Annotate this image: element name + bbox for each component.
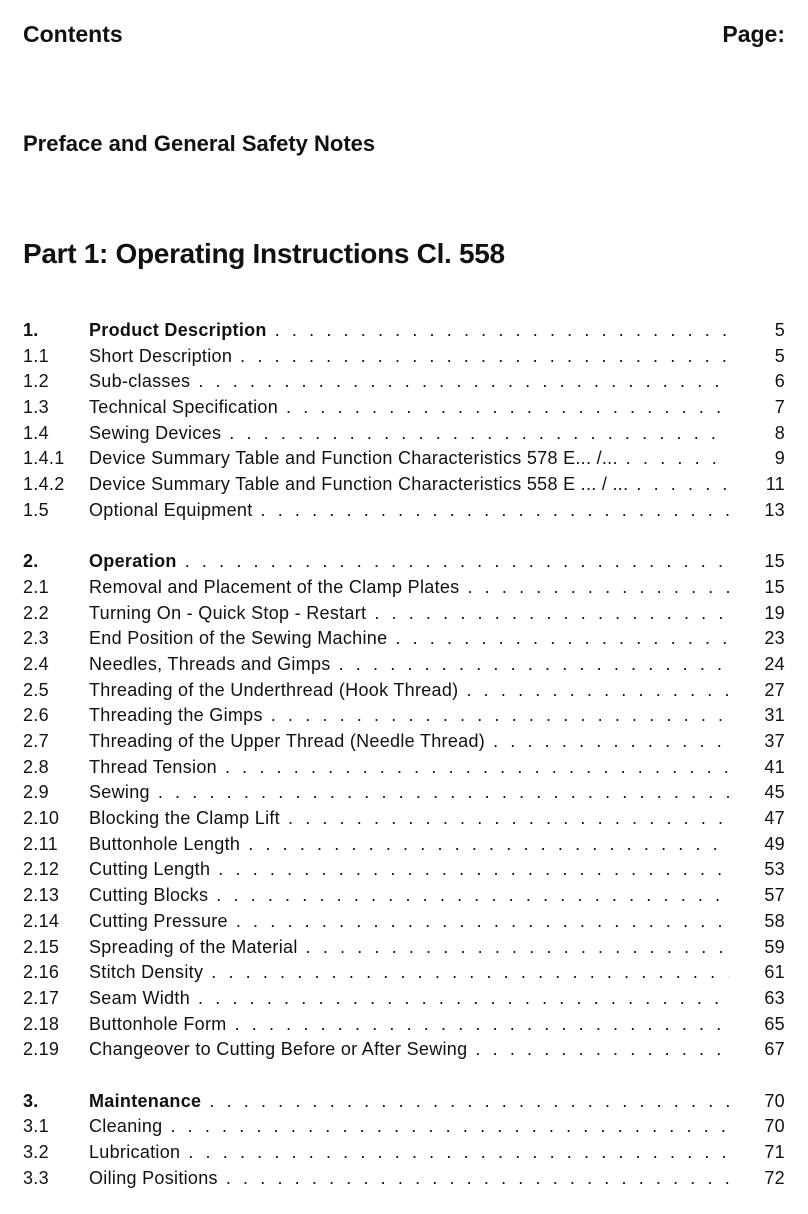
toc-entry-page: 37 bbox=[764, 731, 785, 751]
toc-entry-page: 53 bbox=[764, 859, 785, 880]
toc-entry-title-text: Cutting Length bbox=[89, 859, 211, 880]
toc-entry-title-text: Needles, Threads and Gimps bbox=[89, 653, 331, 674]
toc-entry-page: 59 bbox=[764, 936, 785, 957]
toc-entry-page: 67 bbox=[764, 1039, 785, 1060]
toc-entry-title bbox=[89, 601, 729, 627]
toc-entry[interactable] bbox=[23, 1114, 785, 1140]
toc-entry-title-text: Blocking the Clamp Lift bbox=[89, 808, 280, 829]
toc-entry-page: 8 bbox=[774, 422, 785, 443]
toc-entry-title-text: Sub-classes bbox=[89, 371, 191, 392]
toc-entry[interactable] bbox=[23, 1166, 785, 1192]
toc-entry-number: 1.4 bbox=[23, 422, 49, 443]
toc-entry-title-text: Cutting Pressure bbox=[89, 910, 228, 931]
toc-entry-page: 5 bbox=[774, 345, 785, 366]
toc-entry-number: 3.1 bbox=[23, 1116, 49, 1137]
toc-entry-number: 2.10 bbox=[23, 808, 60, 829]
toc-entry-title-text: Device Summary Table and Function Characteristics 578 E... /... bbox=[89, 448, 618, 469]
toc-entry-page: 41 bbox=[764, 756, 785, 777]
toc-entry[interactable] bbox=[23, 986, 785, 1012]
toc-entry[interactable] bbox=[23, 935, 785, 961]
toc-entry-title bbox=[89, 1037, 729, 1063]
toc-entry-page: 27 bbox=[764, 679, 785, 700]
toc-entry[interactable] bbox=[23, 498, 785, 524]
toc-entry-title-text: Oiling Positions bbox=[89, 1167, 218, 1188]
toc-entry[interactable] bbox=[23, 421, 785, 447]
toc-entry-title-text: Seam Width bbox=[89, 987, 191, 1008]
toc-entry-title-text: Technical Specification bbox=[89, 397, 279, 418]
toc-entry[interactable] bbox=[23, 1140, 785, 1166]
toc-entry[interactable] bbox=[23, 703, 785, 729]
toc-entry-number: 1.4.2 bbox=[23, 474, 65, 495]
toc-entry-title-text: Short Description bbox=[89, 345, 233, 366]
toc-entry-number: 2.4 bbox=[23, 653, 49, 674]
toc-entry-number: 2.6 bbox=[23, 705, 49, 726]
toc-entry[interactable] bbox=[23, 1089, 785, 1115]
toc-entry[interactable] bbox=[23, 395, 785, 421]
toc-entry-title bbox=[89, 1089, 729, 1115]
toc-entry-title bbox=[89, 549, 729, 575]
toc-entry-title-text: Lubrication bbox=[89, 1142, 181, 1162]
toc-entry[interactable] bbox=[23, 549, 785, 575]
toc-entry-title-text: Buttonhole Length bbox=[89, 833, 241, 854]
toc-entry-page: 70 bbox=[764, 1090, 785, 1111]
toc-entry-number: 2.1 bbox=[23, 576, 49, 597]
toc-entry-number: 2.18 bbox=[23, 1013, 60, 1034]
toc-entry-page: 70 bbox=[764, 1116, 785, 1137]
toc-entry-title-text: Sewing Devices bbox=[89, 422, 222, 443]
toc-entry-title-text: Thread Tension bbox=[89, 756, 217, 777]
toc-entry[interactable] bbox=[23, 960, 785, 986]
toc-entry-number: 2.11 bbox=[23, 833, 58, 854]
toc-entry[interactable] bbox=[23, 678, 785, 704]
toc-entry-title-text: Changeover to Cutting Before or After Sewing bbox=[89, 1039, 468, 1060]
toc-entry-page: 65 bbox=[764, 1013, 785, 1034]
toc-entry-number: 2. bbox=[23, 551, 39, 572]
toc-entry-title-text: Threading the Gimps bbox=[89, 705, 263, 726]
toc-entry-title bbox=[89, 1140, 729, 1166]
toc-entry[interactable] bbox=[23, 755, 785, 781]
toc-entry-number: 2.12 bbox=[23, 859, 60, 880]
contents-heading: Contents bbox=[23, 21, 123, 47]
toc-entry[interactable] bbox=[23, 857, 785, 883]
table-of-contents bbox=[23, 318, 785, 1191]
toc-entry-number: 2.8 bbox=[23, 756, 49, 777]
toc-entry-title-text: End Position of the Sewing Machine bbox=[89, 628, 388, 649]
toc-entry-page: 45 bbox=[764, 782, 785, 803]
toc-entry-title bbox=[89, 832, 729, 858]
toc-entry-title bbox=[89, 960, 729, 986]
toc-entry-title bbox=[89, 318, 729, 344]
toc-entry-page: 19 bbox=[764, 602, 785, 623]
toc-entry[interactable] bbox=[23, 472, 785, 498]
toc-entry[interactable] bbox=[23, 1012, 785, 1038]
toc-entry-number: 2.15 bbox=[23, 936, 60, 957]
toc-entry-title bbox=[89, 935, 729, 961]
toc-entry-title bbox=[89, 498, 729, 524]
toc-entry-title-text: Maintenance bbox=[89, 1090, 202, 1111]
toc-entry-title bbox=[89, 652, 729, 678]
part-title: Part 1: Operating Instructions Cl. 558 bbox=[23, 238, 505, 269]
toc-entry-title bbox=[89, 909, 729, 935]
toc-entry-title-text: Buttonhole Form bbox=[89, 1013, 227, 1034]
toc-entry-title bbox=[89, 755, 729, 781]
toc-entry-number: 2.5 bbox=[23, 679, 49, 700]
toc-entry-title bbox=[89, 678, 729, 704]
toc-entry-title-text: Optional Equipment bbox=[89, 499, 253, 520]
toc-entry-number: 2.9 bbox=[23, 782, 49, 803]
toc-entry-number: 1.1 bbox=[23, 345, 49, 366]
toc-entry-title bbox=[89, 1012, 729, 1038]
toc-entry-title bbox=[89, 1114, 729, 1140]
preface-heading[interactable]: Preface and General Safety Notes bbox=[23, 131, 376, 156]
toc-entry-title bbox=[89, 986, 729, 1012]
toc-entry-title bbox=[89, 344, 729, 370]
toc-entry[interactable] bbox=[23, 318, 785, 344]
toc-entry[interactable] bbox=[23, 446, 785, 472]
toc-entry-title bbox=[89, 626, 729, 652]
toc-entry-number: 2.19 bbox=[23, 1039, 60, 1060]
toc-entry-page: 58 bbox=[764, 910, 785, 931]
toc-entry-page: 15 bbox=[764, 576, 785, 597]
toc-entry-title bbox=[89, 703, 729, 729]
toc-entry[interactable] bbox=[23, 729, 785, 755]
toc-entry-title-text: Turning On - Quick Stop - Restart bbox=[89, 602, 367, 623]
toc-entry-page: 61 bbox=[764, 962, 785, 983]
toc-entry-title-text: Spreading of the Material bbox=[89, 936, 298, 957]
toc-entry-page: 23 bbox=[764, 628, 785, 649]
toc-entry[interactable] bbox=[23, 652, 785, 678]
toc-entry-title-text: Device Summary Table and Function Characteristics 558 E ... / ... bbox=[89, 474, 629, 495]
toc-entry-title-text: Stitch Density bbox=[89, 962, 204, 983]
toc-entry[interactable] bbox=[23, 575, 785, 601]
toc-entry-title bbox=[89, 575, 729, 601]
toc-entry-title bbox=[89, 780, 729, 806]
toc-entry[interactable] bbox=[23, 883, 785, 909]
toc-entry-page: 6 bbox=[774, 371, 785, 392]
toc-entry-number: 1.4.1 bbox=[23, 448, 65, 469]
toc-entry-page: 63 bbox=[764, 987, 785, 1008]
toc-entry[interactable] bbox=[23, 806, 785, 832]
toc-entry-title bbox=[89, 446, 729, 472]
toc-entry-number: 2.7 bbox=[23, 731, 49, 751]
toc-entry-number: 2.16 bbox=[23, 962, 60, 983]
toc-entry-page: 9 bbox=[774, 448, 785, 469]
toc-entry[interactable] bbox=[23, 601, 785, 627]
toc-entry-page: 11 bbox=[765, 474, 785, 495]
toc-entry-page: 5 bbox=[774, 320, 785, 340]
toc-entry-number: 2.3 bbox=[23, 628, 49, 649]
toc-entry[interactable] bbox=[23, 780, 785, 806]
toc-entry-title bbox=[89, 369, 729, 395]
toc-entry-number: 1.3 bbox=[23, 397, 49, 418]
toc-entry-title bbox=[89, 421, 729, 447]
toc-entry-page: 31 bbox=[764, 705, 785, 726]
toc-entry-title-text: Cutting Blocks bbox=[89, 885, 209, 906]
toc-entry[interactable] bbox=[23, 344, 785, 370]
toc-entry-title bbox=[89, 883, 729, 909]
toc-entry-title-text: Sewing bbox=[89, 782, 150, 803]
toc-entry-number: 2.13 bbox=[23, 885, 60, 906]
toc-entry[interactable] bbox=[23, 832, 785, 858]
toc-entry[interactable] bbox=[23, 1037, 785, 1063]
toc-entry-title bbox=[89, 857, 729, 883]
toc-entry-title bbox=[89, 806, 729, 832]
toc-entry-page: 13 bbox=[764, 499, 785, 520]
toc-entry-title-text: Operation bbox=[89, 551, 177, 572]
toc-entry-number: 1.2 bbox=[23, 371, 49, 392]
toc-entry-number: 2.2 bbox=[23, 602, 49, 623]
toc-entry-title bbox=[89, 729, 729, 755]
toc-entry[interactable] bbox=[23, 369, 785, 395]
toc-entry-page: 72 bbox=[764, 1167, 785, 1188]
toc-entry-title bbox=[89, 472, 729, 498]
toc-entry-page: 47 bbox=[764, 808, 785, 829]
toc-entry-title-text: Product Description bbox=[89, 320, 267, 340]
toc-entry-page: 57 bbox=[764, 885, 785, 906]
toc-entry-number: 3.2 bbox=[23, 1142, 49, 1162]
toc-entry-number: 2.17 bbox=[23, 987, 60, 1008]
toc-entry-number: 3.3 bbox=[23, 1167, 49, 1188]
toc-entry-number: 1. bbox=[23, 320, 39, 340]
toc-entry-number: 1.5 bbox=[23, 499, 49, 520]
toc-entry-title-text: Removal and Placement of the Clamp Plates bbox=[89, 576, 460, 597]
toc-entry-page: 24 bbox=[764, 653, 785, 674]
toc-entry-page: 15 bbox=[764, 551, 785, 572]
toc-entry-page: 71 bbox=[764, 1142, 785, 1162]
toc-entry-title bbox=[89, 395, 729, 421]
toc-entry[interactable] bbox=[23, 909, 785, 935]
toc-entry-title-text: Threading of the Underthread (Hook Thread) bbox=[89, 679, 459, 700]
toc-entry-page: 49 bbox=[764, 833, 785, 854]
page-column-heading: Page: bbox=[722, 21, 785, 47]
toc-entry-title bbox=[89, 1166, 729, 1192]
toc-entry-page: 7 bbox=[774, 397, 785, 418]
toc-entry-title-text: Cleaning bbox=[89, 1116, 163, 1137]
toc-entry-number: 3. bbox=[23, 1090, 39, 1111]
toc-entry[interactable] bbox=[23, 626, 785, 652]
toc-entry-number: 2.14 bbox=[23, 910, 60, 931]
toc-entry-title-text: Threading of the Upper Thread (Needle Thread) bbox=[89, 731, 486, 751]
